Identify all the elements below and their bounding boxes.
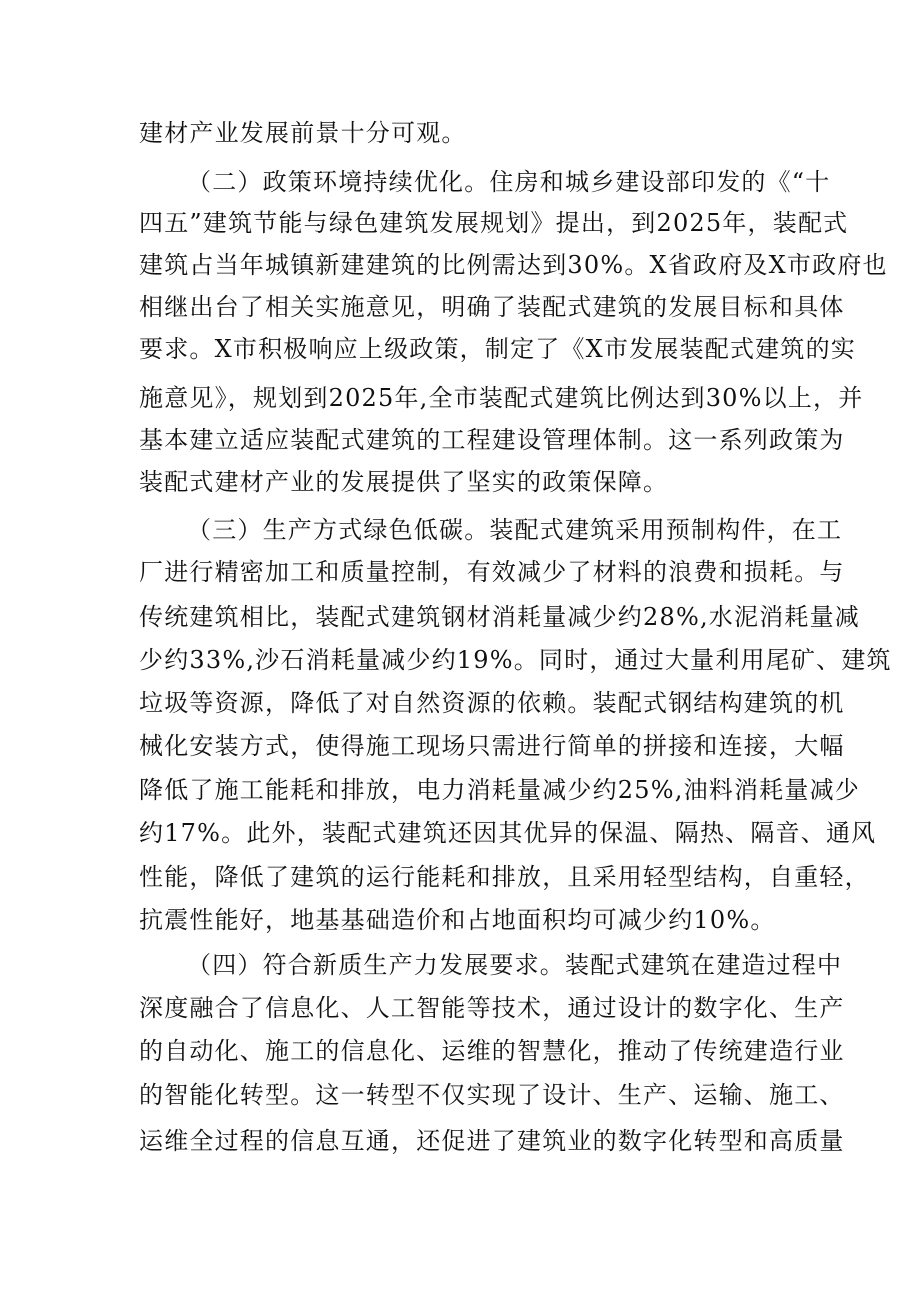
- text-line: 要求。X市积极响应上级政策，制定了《X市发展装配式建筑的实: [139, 335, 856, 363]
- text-line: 深度融合了信息化、人工智能等技术，通过设计的数字化、生产: [139, 994, 845, 1022]
- text-line: 降低了施工能耗和排放，电力消耗量减少约25%,油料消耗量减少: [139, 776, 860, 804]
- text-line: 约17%。此外，装配式建筑还因其优异的保温、隔热、隔音、通风: [139, 819, 877, 847]
- paragraph-heading-line: （二）政策环境持续优化。住房和城乡建设部印发的《“十: [187, 168, 831, 196]
- text-line: 的智能化转型。这一转型不仅实现了设计、生产、运输、施工、: [139, 1081, 845, 1109]
- text-line: 垃圾等资源，降低了对自然资源的依赖。装配式钢结构建筑的机: [139, 689, 845, 717]
- text-line: 的自动化、施工的信息化、运维的智慧化，推动了传统建造行业: [139, 1037, 845, 1065]
- text-line: 四五”建筑节能与绿色建筑发展规划》提出，到2025年，装配式: [139, 209, 849, 237]
- text-line: 抗震性能好，地基基础造价和占地面积均可减少约10%。: [139, 906, 776, 934]
- text-line: 装配式建材产业的发展提供了坚实的政策保障。: [139, 468, 669, 496]
- text-line: 建材产业发展前景十分可观。: [139, 119, 467, 147]
- text-line: 少约33%,沙石消耗量减少约19%。同时，通过大量利用尾矿、建筑: [139, 646, 892, 674]
- text-line: 传统建筑相比，装配式建筑钢材消耗量减少约28%,水泥消耗量减: [139, 603, 860, 631]
- paragraph-heading-line: （三）生产方式绿色低碳。装配式建筑采用预制构件，在工: [187, 516, 843, 544]
- text-line: 厂进行精密加工和质量控制，有效减少了材料的浪费和损耗。与: [139, 558, 845, 586]
- text-line: 运维全过程的信息互通，还促进了建筑业的数字化转型和高质量: [139, 1127, 845, 1155]
- text-line: 械化安装方式，使得施工现场只需进行简单的拼接和连接，大幅: [139, 732, 845, 760]
- text-line: 建筑占当年城镇新建建筑的比例需达到30%。X省政府及X市政府也: [139, 251, 888, 279]
- text-line: 施意见》，规划到2025年,全市装配式建筑比例达到30%以上，并: [139, 384, 864, 412]
- text-line: 基本建立适应装配式建筑的工程建设管理体制。这一系列政策为: [139, 426, 845, 454]
- text-line: 性能，降低了建筑的运行能耗和排放，且采用轻型结构，自重轻，: [139, 863, 870, 891]
- text-line: 相继出台了相关实施意见，明确了装配式建筑的发展目标和具体: [139, 293, 845, 321]
- paragraph-heading-line: （四）符合新质生产力发展要求。装配式建筑在建造过程中: [187, 951, 843, 979]
